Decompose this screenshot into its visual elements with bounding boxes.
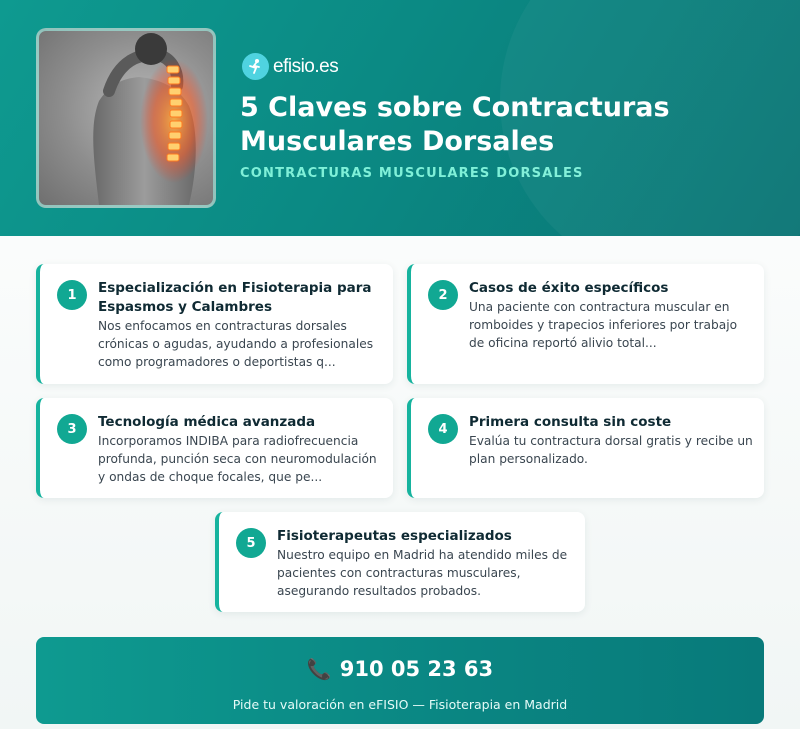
contact-tagline: Pide tu valoración en eFISIO — Fisioterapia en Madrid: [232, 697, 568, 712]
clave-title: Fisioterapeutas especializados: [277, 528, 512, 544]
runner-icon: [242, 53, 269, 80]
back-pain-photo: [36, 28, 216, 208]
clave-title: Tecnología médica avanzada: [98, 414, 316, 430]
page-title: 5 Claves sobre Contracturas Musculares Dorsales: [240, 92, 670, 157]
clave-card-3: [36, 398, 393, 498]
brand-logo: [242, 53, 338, 80]
hero-banner: [0, 0, 800, 236]
spine-illustration: [39, 31, 213, 205]
clave-body: Incorporamos INDIBA para radiofrecuencia profunda, punción seca con neuromodulación y ondas de choque focales, que pe...: [98, 434, 377, 484]
clave-card-2: [407, 264, 764, 384]
telephone-icon: 📞: [306, 657, 332, 681]
clave-card-5: [215, 512, 585, 612]
clave-body: Una paciente con contractura muscular en romboides y trapecios inferiores por trabajo de oficina reportó alivio total...: [469, 300, 738, 350]
contact-banner: [36, 637, 764, 724]
clave-title: Primera consulta sin coste: [469, 414, 672, 430]
clave-body: Nos enfocamos en contracturas dorsales crónicas o agudas, ayudando a profesionales como programadores o deportistas q...: [98, 319, 374, 369]
clave-title: Casos de éxito específicos: [469, 280, 669, 296]
clave-body: Evalúa tu contractura dorsal gratis y recibe un plan personalizado.: [469, 434, 753, 466]
clave-card-4: [407, 398, 764, 498]
clave-title: Especialización en Fisioterapia para Espasmos y Calambres: [98, 280, 372, 315]
clave-number-badge: 1: [57, 280, 87, 310]
clave-number-badge: 4: [428, 414, 458, 444]
phone-number[interactable]: 910 05 23 63: [339, 657, 494, 681]
page-subtitle: CONTRACTURAS MUSCULARES DORSALES: [240, 166, 584, 181]
phone-number-link[interactable]: [36, 657, 764, 681]
clave-card-1: [36, 264, 393, 384]
brand-name: efisio.es: [273, 55, 339, 77]
clave-number-badge: 5: [236, 528, 266, 558]
clave-number-badge: 3: [57, 414, 87, 444]
clave-number-badge: 2: [428, 280, 458, 310]
clave-body: Nuestro equipo en Madrid ha atendido miles de pacientes con contracturas musculares, asegurando resultados probados.: [277, 548, 568, 598]
